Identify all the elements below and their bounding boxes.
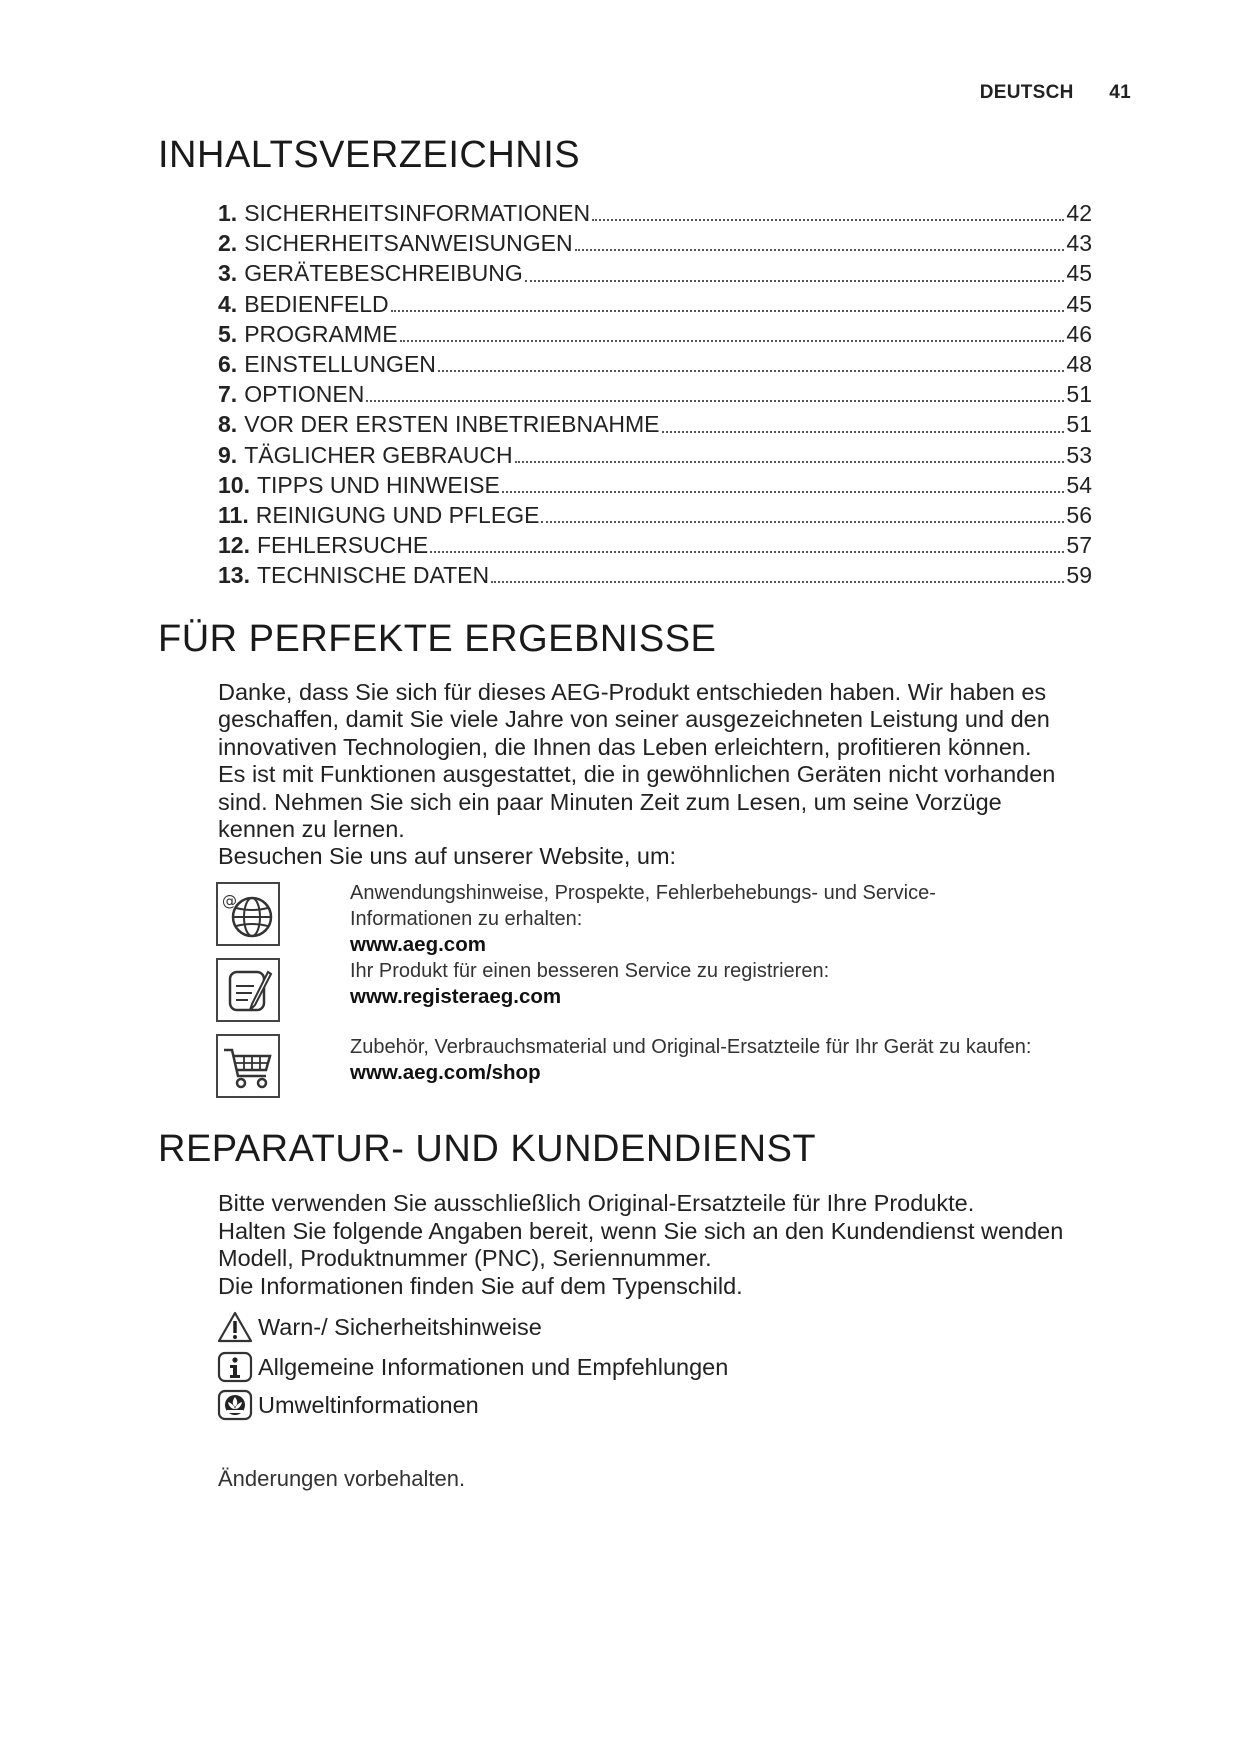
web-item	[350, 880, 1110, 1010]
service-heading: REPARATUR- UND KUNDENDIENST	[158, 1128, 817, 1170]
toc-item[interactable]	[218, 409, 1092, 439]
visit-line: Besuchen Sie uns auf unserer Website, um:	[218, 843, 677, 870]
intro-line: innovativen Technologien, die Ihnen das Leben erleichtern, profitieren können.	[218, 733, 1032, 760]
toc-title: TIPPS UND HINWEISE	[256, 471, 500, 498]
toc-leader	[592, 218, 1064, 221]
toc-number: 5.	[218, 320, 238, 347]
page-number: 41	[1109, 82, 1131, 103]
intro-line: sind. Nehmen Sie sich ein paar Minuten Zeit zum Lesen, um seine Vorzüge	[218, 788, 1002, 815]
toc-leader	[438, 369, 1065, 372]
toc-leader	[575, 248, 1065, 251]
web-item	[350, 1034, 1110, 1086]
toc-item[interactable]	[218, 349, 1092, 379]
intro-line: Danke, dass Sie sich für dieses AEG-Produkt entschieden haben. Wir haben es	[218, 679, 1047, 705]
web-item-line: Zubehör, Verbrauchsmaterial und Original-Ersatzteile für Ihr Gerät zu kaufen:	[350, 1036, 1032, 1058]
legend-label: Warn-/ Sicherheitshinweise	[258, 1313, 542, 1340]
toc-page: 45	[1066, 290, 1092, 317]
service-line: Modell, Produktnummer (PNC), Seriennummer.	[218, 1245, 712, 1272]
changes-note: Änderungen vorbehalten.	[218, 1466, 466, 1491]
toc-number: 13.	[218, 562, 250, 589]
toc-item[interactable]	[218, 440, 1092, 470]
table-of-contents	[218, 198, 1092, 590]
service-paragraph	[218, 1190, 1118, 1300]
toc-item[interactable]	[218, 198, 1092, 228]
toc-page: 57	[1066, 532, 1092, 559]
shop-link[interactable]: www.aeg.com/shop	[350, 1061, 541, 1084]
toc-leader	[366, 399, 1064, 402]
toc-item[interactable]	[218, 530, 1092, 560]
toc-item[interactable]	[218, 289, 1092, 319]
intro-line: kennen zu lernen.	[218, 816, 405, 843]
svg-text:@: @	[222, 892, 237, 910]
toc-leader	[525, 279, 1065, 282]
cart-icon	[216, 1034, 280, 1098]
toc-number: 9.	[218, 441, 238, 468]
toc-item[interactable]	[218, 228, 1092, 258]
toc-number: 6.	[218, 350, 238, 377]
web-item-line: Ihr Produkt für einen besseren Service zu registrieren:	[350, 960, 830, 982]
toc-page: 51	[1066, 381, 1092, 408]
info-icon	[216, 1350, 254, 1384]
intro-line: Es ist mit Funktionen ausgestattet, die in gewöhnlichen Geräten nicht vorhanden	[218, 761, 1056, 788]
toc-leader	[430, 550, 1064, 553]
toc-number: 10.	[218, 471, 250, 498]
legend-item	[216, 1310, 542, 1344]
toc-page: 54	[1066, 471, 1092, 498]
warning-icon	[216, 1310, 254, 1344]
service-line: Bitte verwenden Sie ausschließlich Original-Ersatzteile für Ihre Produkte.	[218, 1190, 975, 1216]
toc-item[interactable]	[218, 319, 1092, 349]
toc-page: 51	[1066, 411, 1092, 438]
toc-title: VOR DER ERSTEN INBETRIEBNAHME	[244, 411, 660, 438]
toc-page: 43	[1066, 230, 1092, 257]
web-item-line: Anwendungshinweise, Prospekte, Fehlerbehebungs- und Service-	[350, 882, 936, 904]
toc-number: 1.	[218, 200, 238, 226]
toc-item[interactable]	[218, 258, 1092, 288]
aeg-link[interactable]: www.aeg.com	[350, 933, 486, 956]
toc-page: 53	[1066, 441, 1092, 468]
toc-title: PROGRAMME	[244, 320, 398, 347]
toc-title: SICHERHEITSINFORMATIONEN	[244, 200, 591, 226]
toc-item[interactable]	[218, 560, 1092, 590]
toc-leader	[391, 309, 1065, 312]
toc-item[interactable]	[218, 470, 1092, 500]
results-heading: FÜR PERFEKTE ERGEBNISSE	[158, 618, 717, 660]
toc-leader	[502, 490, 1065, 493]
globe-icon	[216, 882, 280, 946]
register-icon	[216, 958, 280, 1022]
toc-page: 56	[1066, 501, 1092, 528]
toc-page: 45	[1066, 260, 1092, 287]
service-line: Halten Sie folgende Angaben bereit, wenn Sie sich an den Kundendienst wenden	[218, 1217, 1064, 1244]
toc-leader	[662, 430, 1065, 433]
toc-number: 3.	[218, 260, 238, 287]
toc-title: REINIGUNG UND PFLEGE	[255, 501, 540, 528]
toc-number: 7.	[218, 381, 238, 408]
toc-page: 48	[1066, 350, 1092, 377]
legend-item	[216, 1350, 728, 1384]
toc-number: 2.	[218, 230, 238, 257]
toc-heading: INHALTSVERZEICHNIS	[158, 134, 581, 176]
legend-item	[216, 1388, 479, 1422]
web-item-line: Informationen zu erhalten:	[350, 908, 583, 930]
toc-leader	[491, 580, 1064, 583]
service-line: Die Informationen finden Sie auf dem Typenschild.	[218, 1272, 743, 1299]
toc-item[interactable]	[218, 379, 1092, 409]
toc-page: 42	[1066, 200, 1092, 226]
toc-number: 8.	[218, 411, 238, 438]
legend-label: Umweltinformationen	[258, 1391, 479, 1418]
legend-label: Allgemeine Informationen und Empfehlungen	[258, 1353, 729, 1380]
toc-leader	[400, 339, 1065, 342]
toc-title: TÄGLICHER GEBRAUCH	[244, 441, 513, 468]
toc-title: EINSTELLUNGEN	[244, 350, 436, 377]
toc-title: GERÄTEBESCHREIBUNG	[244, 260, 523, 287]
toc-leader	[541, 520, 1064, 523]
toc-title: OPTIONEN	[244, 381, 365, 408]
language-label: DEUTSCH	[979, 82, 1074, 103]
environment-icon	[216, 1388, 254, 1422]
intro-paragraph	[218, 679, 1118, 871]
register-link[interactable]: www.registeraeg.com	[350, 985, 562, 1008]
toc-title: FEHLERSUCHE	[256, 532, 429, 559]
page-header	[980, 82, 1131, 104]
toc-title: BEDIENFELD	[244, 290, 389, 317]
toc-leader	[515, 460, 1065, 463]
toc-page: 46	[1066, 320, 1092, 347]
toc-number: 11.	[218, 501, 249, 528]
intro-line: geschaffen, damit Sie viele Jahre von seiner ausgezeichneten Leistung und den	[218, 706, 1050, 733]
toc-page: 59	[1066, 562, 1092, 589]
toc-title: TECHNISCHE DATEN	[256, 562, 490, 589]
toc-number: 12.	[218, 532, 250, 559]
toc-number: 4.	[218, 290, 238, 317]
toc-item[interactable]	[218, 500, 1092, 530]
toc-title: SICHERHEITSANWEISUNGEN	[244, 230, 573, 257]
